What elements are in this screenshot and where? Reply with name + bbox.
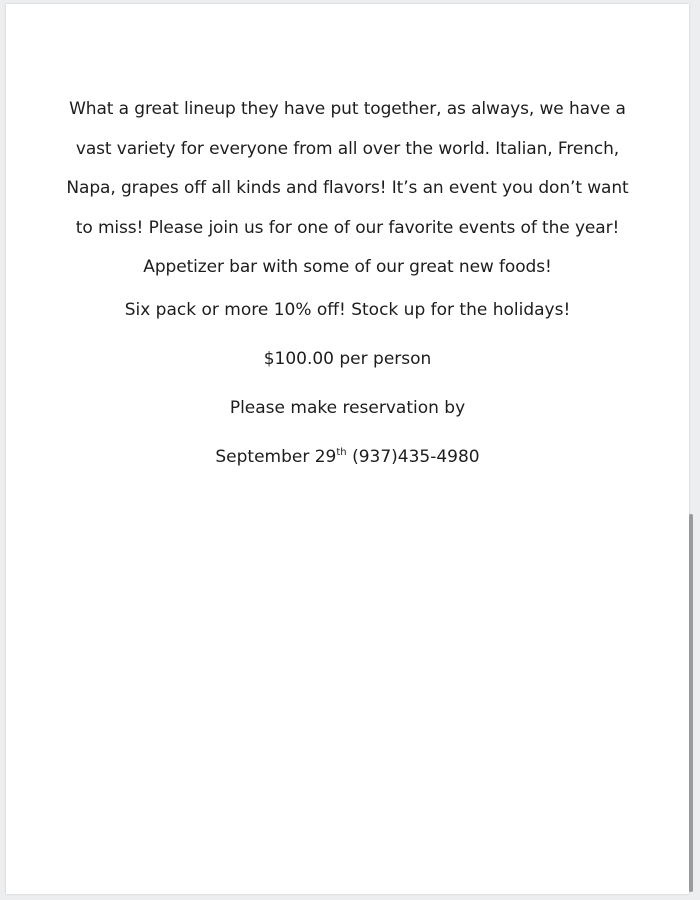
reservation-date-line — [6, 445, 689, 469]
reservation-line: Please make reservation by — [229, 398, 466, 418]
intro-paragraph: What a great lineup they have put together, as always, we have a vast variety for everyone from all over the world. Italian, French, Napa, grapes off all kinds and flavors! It’s an event you don’t want to miss! Please join us for one of our favorite events of the year! Appetizer bar with some of our great new foods! — [66, 99, 629, 277]
phone-number: (937)435-4980 — [352, 447, 480, 467]
offer-line: Six pack or more 10% off! Stock up for the holidays! — [124, 300, 571, 320]
vertical-scrollbar[interactable] — [689, 514, 693, 892]
reservation-date: September 29 — [215, 447, 337, 467]
document-page — [6, 4, 689, 894]
price-line: $100.00 per person — [263, 349, 432, 369]
reservation-date-suffix: th — [336, 447, 347, 458]
